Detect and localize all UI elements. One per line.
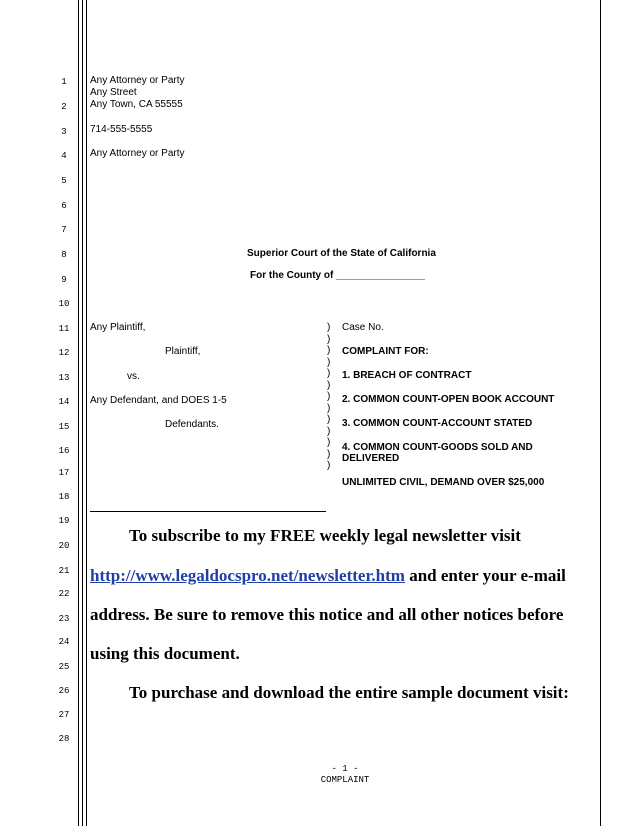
line-number: 12 — [58, 348, 70, 358]
line-number: 8 — [61, 250, 67, 260]
line-number: 18 — [58, 492, 70, 502]
newsletter-link[interactable]: http://www.legaldocspro.net/newsletter.htm — [90, 566, 405, 585]
footer-title: COMPLAINT — [320, 775, 370, 785]
plaintiff-name: Any Plaintiff, — [90, 322, 146, 333]
defendant-name: Any Defendant, and DOES 1-5 — [90, 395, 227, 406]
notice-line-2 — [90, 566, 566, 586]
defendant-role: Defendants. — [165, 419, 219, 430]
caption-rule — [90, 511, 326, 512]
line-number: 26 — [58, 686, 70, 696]
line-number: 28 — [58, 734, 70, 744]
court-name: Superior Court of the State of California — [247, 248, 436, 259]
case-number: Case No. — [342, 322, 384, 333]
attorney-city: Any Town, CA 55555 — [90, 99, 183, 110]
line-number: 27 — [58, 710, 70, 720]
attorney-street: Any Street — [90, 87, 137, 98]
cause-of-action: DELIVERED — [342, 453, 400, 464]
cause-of-action: 3. COMMON COUNT-ACCOUNT STATED — [342, 418, 533, 429]
cause-of-action: 4. COMMON COUNT-GOODS SOLD AND — [342, 442, 533, 453]
line-number: 23 — [58, 614, 70, 624]
line-number: 6 — [61, 201, 67, 211]
attorney-for: Any Attorney or Party — [90, 148, 185, 159]
line-number: 20 — [58, 541, 70, 551]
line-number: 13 — [58, 373, 70, 383]
line-number: 9 — [61, 275, 67, 285]
left-margin-line-outer — [78, 0, 79, 826]
line-number: 22 — [58, 589, 70, 599]
line-number: 25 — [58, 662, 70, 672]
line-number: 21 — [58, 566, 70, 576]
line-number: 10 — [58, 299, 70, 309]
caption-parens: ) ) ) ) ) ) ) ) ) ) ) ) ) — [327, 322, 331, 471]
left-margin-line-text — [86, 0, 87, 826]
complaint-for: COMPLAINT FOR: — [342, 346, 429, 357]
line-number: 5 — [61, 176, 67, 186]
line-number: 7 — [61, 225, 67, 235]
unlimited-civil: UNLIMITED CIVIL, DEMAND OVER $25,000 — [342, 477, 545, 488]
court-county: For the County of ________________ — [250, 270, 426, 281]
line-number: 4 — [61, 151, 67, 161]
line-number: 1 — [61, 77, 67, 87]
plaintiff-role: Plaintiff, — [165, 346, 201, 357]
page-number: - 1 - — [331, 764, 359, 774]
cause-of-action: 2. COMMON COUNT-OPEN BOOK ACCOUNT — [342, 394, 555, 405]
notice-line-4: using this document. — [90, 644, 240, 663]
line-number: 17 — [58, 468, 70, 478]
left-margin-line-inner — [82, 0, 83, 826]
line-number: 2 — [61, 102, 67, 112]
notice-line-5: To purchase and download the entire sample document visit: — [129, 683, 569, 702]
line-number: 16 — [58, 446, 70, 456]
notice-line-3: address. Be sure to remove this notice and all other notices before — [90, 605, 564, 624]
line-number: 11 — [58, 324, 70, 334]
line-number: 3 — [61, 127, 67, 137]
attorney-name: Any Attorney or Party — [90, 75, 185, 86]
line-number: 19 — [58, 516, 70, 526]
cause-of-action: 1. BREACH OF CONTRACT — [342, 370, 472, 381]
versus-label: vs. — [127, 371, 140, 382]
line-number: 15 — [58, 422, 70, 432]
attorney-phone: 714-555-5555 — [90, 124, 153, 135]
notice-line-2-rest: and enter your e-mail — [404, 566, 566, 585]
notice-line-1: To subscribe to my FREE weekly legal newsletter visit — [129, 526, 521, 545]
right-margin-line — [600, 0, 601, 826]
line-number: 24 — [58, 637, 70, 647]
line-number: 14 — [58, 397, 70, 407]
